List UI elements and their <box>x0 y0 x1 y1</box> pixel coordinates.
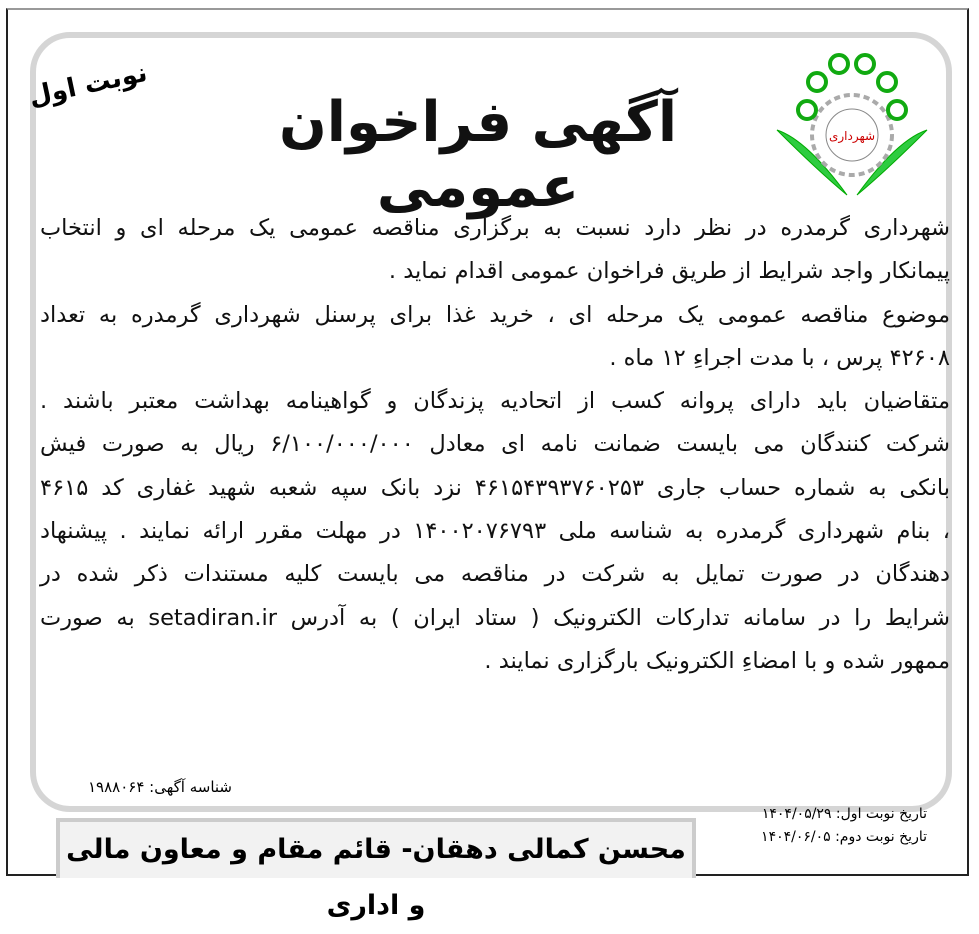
body-line: شهرداری گرمدره در نظر دارد نسبت به برگزاری مناقصه عمومی یک مرحله ای و انتخاب <box>40 215 950 241</box>
second-date: تاریخ نوبت دوم: ۱۴۰۴/۰۶/۰۵ <box>761 829 927 845</box>
body-line: ممهور شده و با امضاءِ الکترونیک بارگزاری نمایند . <box>484 647 950 674</box>
signature: محسن کمالی دهقان- قائم مقام و معاون مالی و اداری <box>56 818 696 878</box>
body-line: بانکی به شماره حساب جاری ۴۶۱۵۴۳۹۳۷۶۰۲۵۳ نزد بانک سپه شعبه شهید غفاری کد ۴۶۱۵ <box>40 474 950 501</box>
body-line: ، بنام شهرداری گرمدره به شناسه ملی ۱۴۰۰۲۰۷۶۷۹۳ در مهلت مقرر ارائه نمایند . پیشنهاد <box>40 518 950 545</box>
body-line: پیمانکار واجد شرایط از طریق فراخوان عمومی اقدام نماید . <box>388 258 950 285</box>
page-title: آگهی فراخوان عمومی <box>278 90 678 220</box>
svg-text:شهرداری: شهرداری <box>828 129 876 143</box>
notice-frame <box>6 8 969 921</box>
first-date: تاریخ نوبت اول: ۱۴۰۴/۰۵/۲۹ <box>761 806 927 822</box>
body-line: شرکت کنندگان می بایست ضمانت نامه ای معادل ۶/۱۰۰/۰۰۰/۰۰۰ ریال به صورت فیش <box>40 431 950 458</box>
round-label: نوبت اول <box>26 57 150 113</box>
body-line: ۴۲۶۰۸ پرس ، با مدت اجراءِ ۱۲ ماه . <box>609 344 950 371</box>
body-line: متقاضیان باید دارای پروانه کسب از اتحادیه پزندگان و گواهینامه بهداشت معتبر باشند . <box>40 388 950 415</box>
body-line: شرایط را در سامانه تدارکات الکترونیک ( ستاد ایران ) به آدرس setadiran.ir به صورت <box>40 604 951 631</box>
ad-id: شناسه آگهی: ۱۹۸۸۰۶۴ <box>88 778 232 796</box>
notice-body <box>40 207 950 683</box>
body-line: موضوع مناقصه عمومی یک مرحله ای ، خرید غذا برای پرسنل شهرداری گرمدره به تعداد <box>40 301 950 328</box>
municipality-logo-icon <box>767 50 937 200</box>
body-line: دهندگان در صورت تمایل به شرکت در مناقصه می بایست کلیه مستندات ذکر شده در <box>40 561 950 588</box>
publish-dates <box>761 803 927 849</box>
